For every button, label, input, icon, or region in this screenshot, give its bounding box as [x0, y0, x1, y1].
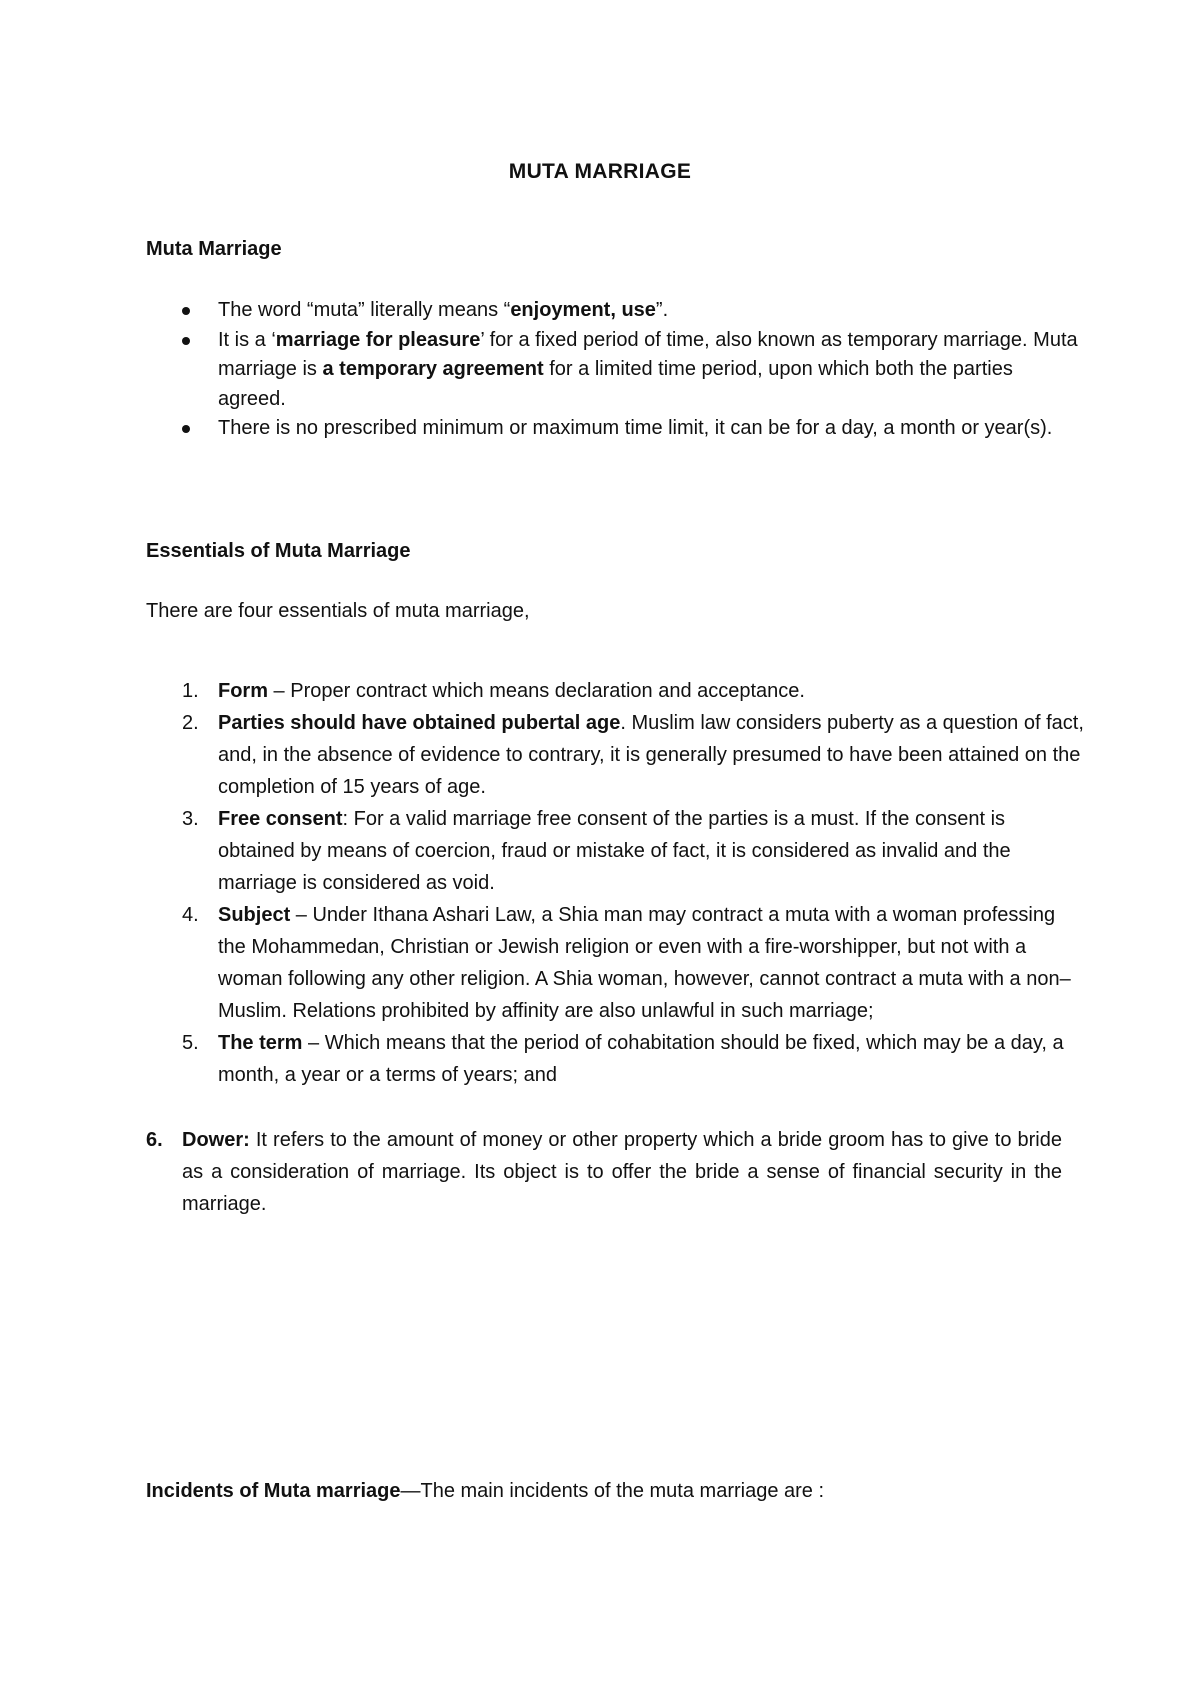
section-heading-muta-marriage: Muta Marriage: [146, 238, 282, 260]
item-label: Subject: [218, 904, 291, 926]
incidents-heading: Incidents of Muta marriage: [146, 1480, 401, 1502]
item-number: 2.: [182, 712, 199, 734]
essentials-intro: There are four essentials of muta marriage,: [146, 600, 530, 622]
essential-item-form: [146, 675, 1086, 707]
bullet-icon: [182, 425, 190, 433]
item-text: – Proper contract which means declaration and acceptance.: [268, 680, 805, 702]
dower-paragraph: [182, 1124, 1062, 1220]
item-label: Dower:: [182, 1129, 250, 1151]
essential-item-dower: [146, 1124, 1062, 1220]
item-number: 4.: [182, 904, 199, 926]
section-heading-essentials: Essentials of Muta Marriage: [146, 540, 411, 562]
essential-item-consent: [146, 803, 1086, 899]
bullet-text-2b: marriage for pleasure: [275, 328, 481, 351]
bullet-text-1c: ”.: [655, 299, 669, 321]
item-number: 5.: [182, 1032, 199, 1054]
essential-item-subject: [146, 899, 1086, 1027]
bullet-text-2c: ’ for a fixed period of time, also known as temporary marriage. Muta marriage is: [218, 328, 1078, 380]
bullet-item: [146, 326, 1086, 415]
item-number: 3.: [182, 808, 199, 830]
page-title: MUTA MARRIAGE: [508, 160, 692, 183]
item-label: The term: [218, 1032, 303, 1054]
item-text: It refers to the amount of money or other property which a bride groom has to give to bride as a consideration of marriage. Its object is to offer the bride a sense of financial security in the marriage.: [182, 1129, 1062, 1215]
bullet-item: [146, 296, 1086, 326]
essential-item-age: [146, 707, 1086, 803]
bullet-text-3a: There is no prescribed minimum or maximum time limit, it can be for a day, a month or year(s).: [218, 417, 1053, 439]
item-text: – Which means that the period of cohabitation should be fixed, which may be a day, a month, a year or a terms of years; and: [218, 1032, 1064, 1086]
bullet-icon: [182, 307, 190, 315]
bullet-item: [146, 414, 1086, 444]
essentials-numbered-list: [146, 675, 1086, 1091]
bullet-text-2a: It is a ‘: [218, 328, 276, 351]
incidents-paragraph: [146, 1480, 824, 1503]
item-label: Free consent: [218, 808, 343, 830]
bullet-text-2e: for a limited time period, upon which both the parties agreed.: [218, 358, 1013, 410]
essential-item-term: [146, 1027, 1086, 1091]
definition-bullet-list: [146, 296, 1086, 444]
item-number: 1.: [182, 680, 199, 702]
item-label: Parties should have obtained pubertal age: [218, 712, 621, 734]
item-label: Form: [218, 680, 268, 702]
item-text: – Under Ithana Ashari Law, a Shia man may contract a muta with a woman professing the Mohammedan, Christian or Jewish religion or even with a fire-worshipper, but not with a woman following any other religion. A Shia woman, however, cannot contract a muta with a non–Muslim. Relations prohibited by affinity are also unlawful in such marriage;: [218, 904, 1071, 1022]
item-text: : For a valid marriage free consent of the parties is a must. If the consent is obtained by means of coercion, fraud or mistake of fact, it is considered as invalid and the marriage is considered as void.: [218, 808, 1011, 894]
bullet-text-2d: a temporary agreement: [322, 358, 544, 380]
item-text: . Muslim law considers puberty as a question of fact, and, in the absence of evidence to contrary, it is generally presumed to have been attained on the completion of 15 years of age.: [218, 712, 1084, 798]
bullet-text-1a: The word “muta” literally means “: [218, 299, 511, 321]
incidents-text: —The main incidents of the muta marriage are :: [400, 1480, 825, 1502]
bullet-icon: [182, 337, 190, 345]
bullet-text-1b: enjoyment, use: [510, 299, 656, 321]
item-number: 6.: [146, 1129, 163, 1151]
